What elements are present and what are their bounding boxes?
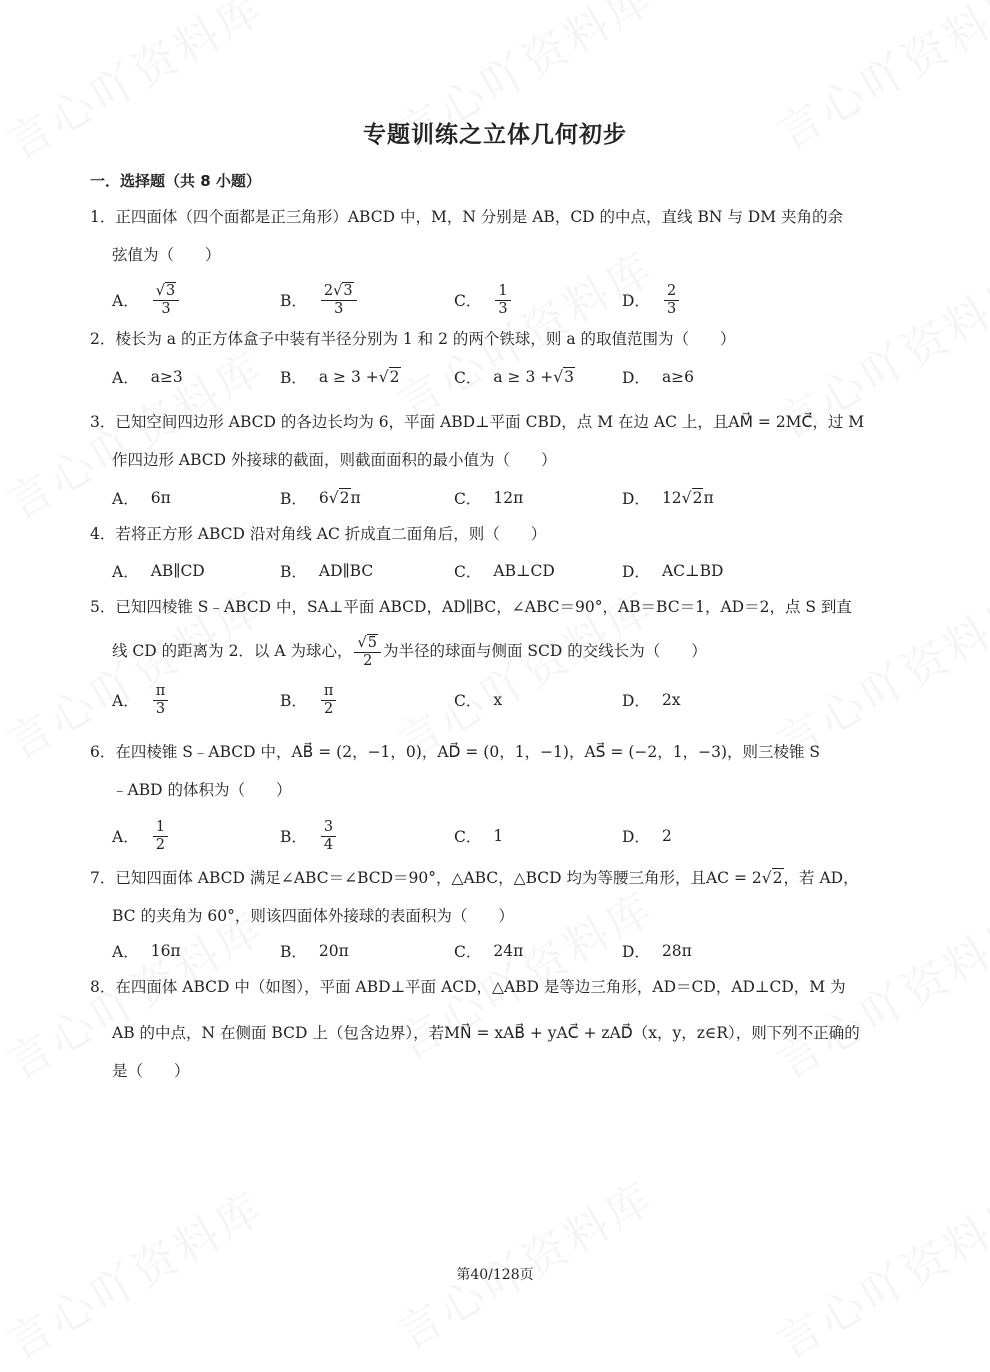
option-label: A． <box>112 828 139 846</box>
question-6 <box>90 733 902 809</box>
fraction <box>153 819 168 854</box>
option-label: C． <box>454 692 482 710</box>
denominator: 3 <box>666 300 677 317</box>
option-label: C． <box>454 369 482 387</box>
option-label: B． <box>280 369 307 387</box>
option-label: C． <box>454 292 482 310</box>
fraction <box>153 683 169 718</box>
option-text: a≥3 <box>150 368 183 386</box>
question-text: 1．正四面体（四个面都是正三角形）ABCD 中，M，N 分别是 AB，CD 的中点，直线 BN 与 DM 夹角的余 <box>90 208 843 226</box>
option-label: D． <box>622 943 650 961</box>
options-3 <box>112 478 892 518</box>
option-text: 16π <box>150 942 181 960</box>
question-2 <box>90 320 902 358</box>
question-1 <box>90 198 902 274</box>
option-label: D． <box>622 828 650 846</box>
question-text: 5．已知四棱锥 S﹣ABCD 中，SA⊥平面 ABCD，AD∥BC，∠ABC＝90°，AB＝BC＝1，AD＝2，点 S 到直 <box>90 598 852 616</box>
denominator: 3 <box>155 700 166 717</box>
numerator: 2 <box>664 283 679 301</box>
question-3 <box>90 403 902 479</box>
section-heading: 一．选择题（共 8 小题） <box>90 172 261 190</box>
option-text: a≥6 <box>661 368 695 386</box>
option-b[interactable] <box>280 551 373 591</box>
option-b[interactable] <box>280 280 359 320</box>
question-text: 2．棱长为 a 的正方体盒子中装有半径分别为 1 和 2 的两个铁球，则 a 的取值范围为（ ） <box>90 330 736 348</box>
radicand: 2 <box>389 368 400 386</box>
denominator: 2 <box>324 700 334 717</box>
question-text: 是（ ） <box>112 1062 190 1080</box>
options-1 <box>112 280 892 320</box>
option-a[interactable] <box>112 357 183 397</box>
option-a[interactable] <box>112 478 171 518</box>
radicand: 5 <box>367 634 377 651</box>
option-text: 24π <box>493 942 524 960</box>
denominator: 4 <box>323 836 334 853</box>
option-text: 20π <box>318 942 349 960</box>
option-text: 1 <box>493 827 504 845</box>
denominator: 3 <box>498 300 508 317</box>
option-text: AB∥CD <box>150 562 205 580</box>
option-label: B． <box>280 828 307 846</box>
option-text: π <box>703 489 714 507</box>
numerator: 1 <box>495 283 510 301</box>
option-label: D． <box>622 292 650 310</box>
option-b[interactable] <box>280 816 338 856</box>
denominator: 2 <box>363 652 373 669</box>
option-text: 2 <box>661 827 672 845</box>
option-d[interactable] <box>622 280 681 320</box>
question-text-part: 线 CD 的距离为 2．以 A 为球心， <box>112 642 353 660</box>
option-label: C． <box>454 563 482 581</box>
option-label: D． <box>622 490 650 508</box>
option-text: 6 <box>318 489 329 507</box>
option-label: A． <box>112 943 139 961</box>
radicand: 2 <box>692 489 703 507</box>
fraction <box>664 283 679 318</box>
question-8 <box>90 968 902 1090</box>
question-text: 4．若将正方形 ABCD 沿对角线 AC 折成直二面角后，则（ ） <box>90 525 547 543</box>
option-a[interactable] <box>112 280 181 320</box>
option-b[interactable]: B． 6 √2 π <box>280 489 361 508</box>
option-text: a ≥ 3 + <box>493 368 554 386</box>
question-text: BC 的夹角为 60°，则该四面体外接球的表面积为（ ） <box>112 907 514 925</box>
numerator: π <box>153 683 169 701</box>
option-a[interactable] <box>112 551 205 591</box>
options-6 <box>112 816 892 856</box>
radicand: 2 <box>339 489 350 507</box>
denominator: 3 <box>161 300 171 317</box>
radicand: 3 <box>564 368 574 386</box>
fraction: $\frac{2√3}{3}$ <box>321 283 357 318</box>
question-7 <box>90 859 902 935</box>
option-d[interactable] <box>622 816 672 856</box>
option-label: C． <box>454 490 482 508</box>
option-label: A． <box>112 292 139 310</box>
fraction <box>321 819 336 854</box>
question-text-part: ，若 AD， <box>783 869 859 887</box>
question-text: 7．已知四面体 ABCD 满足∠ABC＝∠BCD＝90°，△ABC，△BCD 均为等腰三角形，且AC = 2√2，若 AD， <box>90 869 859 887</box>
option-text: 12π <box>493 489 524 507</box>
option-text: 2x <box>661 691 681 709</box>
options-5 <box>112 680 892 720</box>
option-label: C． <box>454 943 482 961</box>
option-label: B． <box>280 563 307 581</box>
option-a[interactable] <box>112 931 181 971</box>
option-text: AD∥BC <box>318 562 374 580</box>
option-d[interactable]: D． 12 √2 π <box>622 489 714 508</box>
option-label: D． <box>622 692 650 710</box>
option-c[interactable] <box>454 816 503 856</box>
option-label: B． <box>280 292 307 310</box>
option-c[interactable] <box>454 280 513 320</box>
option-text: 6π <box>150 489 171 507</box>
question-text: 作四边形 ABCD 外接球的截面，则截面面积的最小值为（ ） <box>112 451 557 469</box>
option-text: 12 <box>661 489 682 507</box>
option-text: π <box>350 489 361 507</box>
question-5 <box>90 588 902 670</box>
option-label: A． <box>112 563 139 581</box>
radicand: 2 <box>772 869 783 887</box>
option-label: B． <box>280 490 307 508</box>
option-label: C． <box>454 828 482 846</box>
option-d[interactable] <box>622 931 692 971</box>
question-text: ﹣ABD 的体积为（ ） <box>112 781 292 799</box>
option-label: A． <box>112 490 139 508</box>
question-text: 8．在四面体 ABCD 中（如图），平面 ABD⊥平面 ACD，△ABD 是等边三角形，AD＝CD，AD⊥CD，M 为 <box>90 978 846 996</box>
option-b[interactable]: B． a ≥ 3 + √2 <box>280 368 400 387</box>
option-label: A． <box>112 692 139 710</box>
fraction: $\frac{√3}{3}$ <box>153 283 179 318</box>
option-d[interactable] <box>622 357 694 397</box>
option-text: AB⊥CD <box>493 562 555 580</box>
question-text: AB 的中点，N 在侧面 BCD 上（包含边界），若MN⃗ = xAB⃗ + yAC⃗ + zAD⃗（x，y，z∈R），则下列不正确的 <box>112 1024 860 1042</box>
option-c[interactable] <box>454 551 555 591</box>
question-text-part: 为半径的球面与侧面 SCD 的交线长为（ ） <box>382 642 707 660</box>
coefficient: 2 <box>323 282 334 299</box>
radicand: 3 <box>343 282 353 299</box>
question-text-part: 7．已知四面体 ABCD 满足∠ABC＝∠BCD＝90°，△ABC，△BCD 均为等腰三角形，且AC = 2 <box>90 869 762 887</box>
denominator: 2 <box>155 836 165 853</box>
fraction <box>321 683 337 718</box>
denominator: 3 <box>334 300 344 317</box>
option-b[interactable] <box>280 680 338 720</box>
page-title: 专题训练之立体几何初步 <box>363 122 627 148</box>
options-7 <box>112 931 892 971</box>
question-4 <box>90 515 902 553</box>
option-a[interactable] <box>112 680 170 720</box>
option-label: D． <box>622 563 650 581</box>
page-number: 第40/128页 <box>456 1267 534 1283</box>
option-label: D． <box>622 369 650 387</box>
option-c[interactable] <box>454 931 523 971</box>
option-text: a ≥ 3 + <box>318 368 379 386</box>
question-text: 3．已知空间四边形 ABCD 的各边长均为 6，平面 ABD⊥平面 CBD，点 M 在边 AC 上，且AM⃗ = 2MC⃗，过 M <box>90 413 865 431</box>
option-label: B． <box>280 943 307 961</box>
question-text: 弦值为（ ） <box>112 246 221 264</box>
fraction <box>495 283 510 318</box>
option-c[interactable] <box>454 478 523 518</box>
option-c[interactable]: C． a ≥ 3 + √3 <box>454 368 574 387</box>
option-text: 28π <box>661 942 692 960</box>
fraction: $\frac{√5}{2}$ <box>354 635 380 670</box>
option-a[interactable] <box>112 816 170 856</box>
option-text: x <box>493 691 503 709</box>
option-text: AC⊥BD <box>661 562 724 580</box>
numerator: 3 <box>321 819 336 837</box>
option-label: B． <box>280 692 307 710</box>
question-text <box>90 632 902 670</box>
numerator: 1 <box>153 819 168 837</box>
option-label: A． <box>112 369 139 387</box>
option-c[interactable] <box>454 680 502 720</box>
question-text: 6．在四棱锥 S﹣ABCD 中，AB⃗ = (2，−1，0)，AD⃗ = (0，1，−1)，AS⃗ = (−2，1，−3)，则三棱锥 S <box>90 743 821 761</box>
numerator: π <box>321 683 337 701</box>
option-d[interactable] <box>622 680 681 720</box>
option-d[interactable] <box>622 551 723 591</box>
options-4 <box>112 551 892 591</box>
options-2 <box>112 357 892 397</box>
radicand: 3 <box>165 282 176 299</box>
option-b[interactable] <box>280 931 349 971</box>
watermark <box>383 1162 664 1361</box>
